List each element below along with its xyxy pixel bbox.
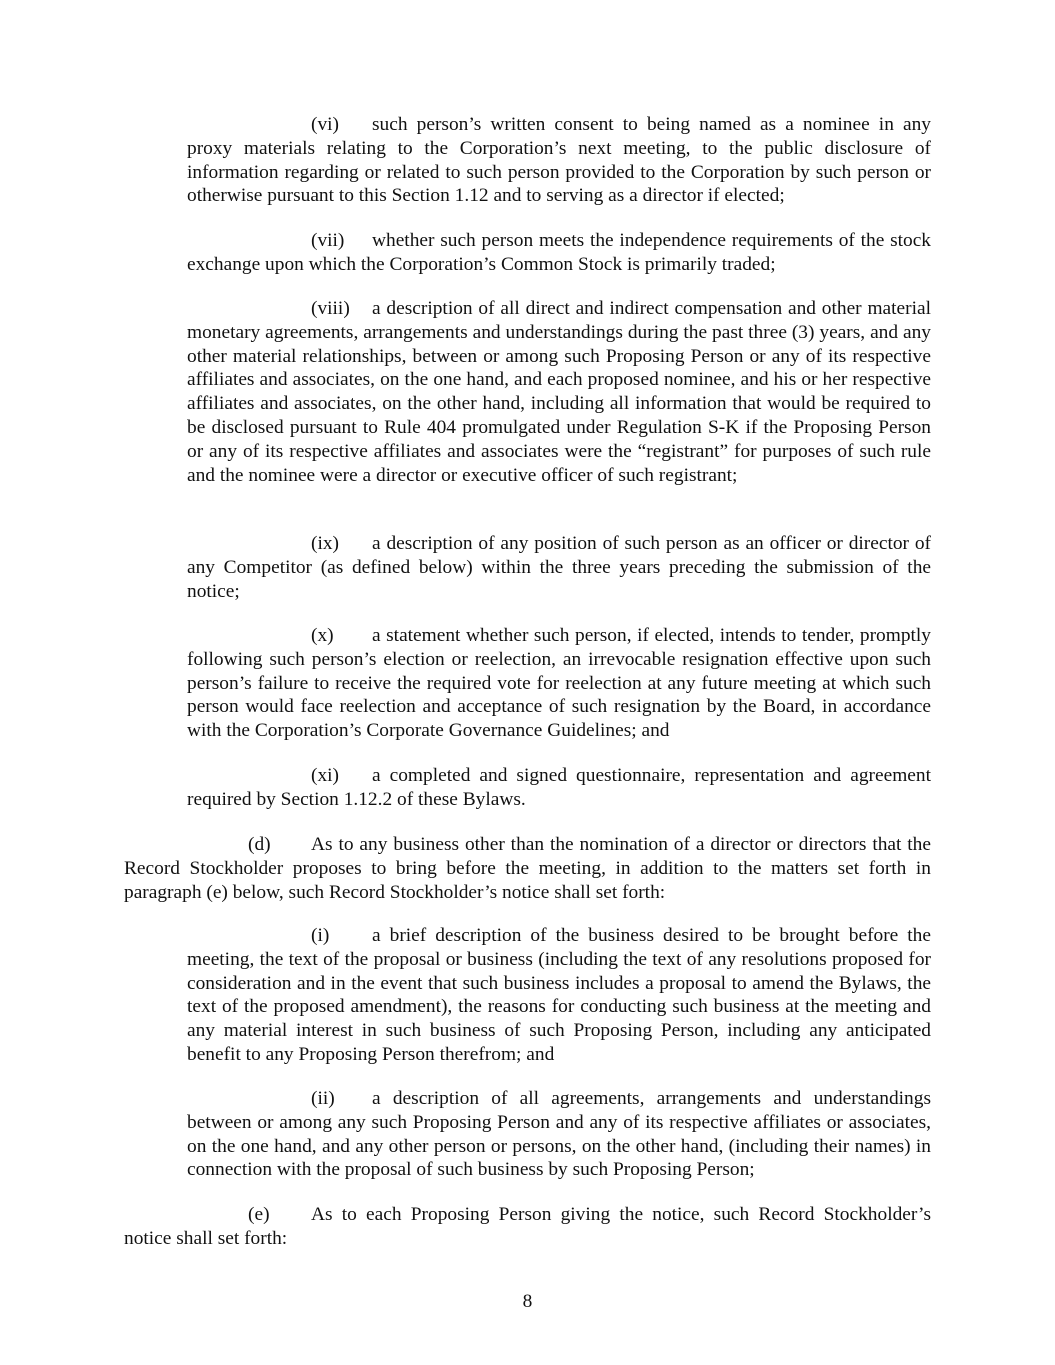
- clause-text: a brief description of the business desired to be brought before the meeting, the text of the proposal or business (including the text of any resolutions proposed for consideration and in the event that such business includes a proposal to amend the Bylaws, the text of the proposed amendment), the reasons for conducting such business at the meeting and any material interest in such business of such Proposing Person, including any anticipated benefit to any Proposing Person therefrom; and: [187, 925, 931, 1065]
- clause-i: [187, 924, 931, 1067]
- clause-number: (viii): [311, 298, 350, 319]
- clause-ii: [187, 1087, 931, 1182]
- clause-vii: [187, 229, 931, 277]
- clause-vi: [187, 113, 931, 208]
- clause-text: whether such person meets the independence requirements of the stock exchange upon which the Corporation’s Common Stock is primarily traded;: [187, 230, 931, 275]
- clause-number: (i): [311, 925, 330, 946]
- section-e: [124, 1203, 931, 1251]
- clause-xi: [187, 764, 931, 812]
- clause-number: (ii): [311, 1088, 335, 1109]
- page-number: 8: [522, 1291, 533, 1312]
- clause-text: a statement whether such person, if elected, intends to tender, promptly following such person’s election or reelection, an irrevocable resignation effective upon such person’s failure to receive the required vote for reelection at any future meeting at which such person would face reelection and acceptance of such resignation by the Board, in accordance with the Corporation’s Corporate Governance Guidelines; and: [187, 625, 931, 742]
- section-letter: (d): [248, 834, 271, 855]
- clause-text: a description of all agreements, arrangements and understandings between or among any such Proposing Person and any of its respective affiliates or associates, on the one hand, and any other person or persons, on the other hand, (including their names) in connection with the proposal of such business by such Proposing Person;: [187, 1088, 931, 1181]
- section-letter: (e): [248, 1204, 270, 1225]
- section-text: As to any business other than the nomination of a director or directors that the Record Stockholder proposes to bring before the meeting, in addition to the matters set forth in paragraph (e) below, such Record Stockholder’s notice shall set forth:: [124, 834, 931, 903]
- section-text: As to each Proposing Person giving the notice, such Record Stockholder’s notice shall set forth:: [124, 1204, 931, 1249]
- clause-text: such person’s written consent to being named as a nominee in any proxy materials relating to the Corporation’s next meeting, to the public disclosure of information regarding or related to such person provided to the Corporation by such person or otherwise pursuant to this Section 1.12 and to serving as a director if elected;: [187, 114, 931, 207]
- clause-text: a completed and signed questionnaire, representation and agreement required by Section 1.12.2 of these Bylaws.: [187, 765, 931, 810]
- clause-text: a description of any position of such person as an officer or director of any Competitor (as defined below) within the three years preceding the submission of the notice;: [187, 533, 931, 602]
- clause-number: (ix): [311, 533, 339, 554]
- clause-x: [187, 624, 931, 743]
- clause-text: a description of all direct and indirect compensation and other material monetary agreements, arrangements and understandings during the past three (3) years, and any other material relationships, between or among such Proposing Person or any of its respective affiliates and associates, on the one hand, and each proposed nominee, and his or her respective affiliates and associates, on the other hand, including all information that would be required to be disclosed pursuant to Rule 404 promulgated under Regulation S-K if the Proposing Person or any of its respective affiliates and associates were the “registrant” for purposes of such rule and the nominee were a director or executive officer of such registrant;: [187, 298, 931, 486]
- clause-number: (vii): [311, 230, 345, 251]
- clause-number: (x): [311, 625, 334, 646]
- clause-number: (vi): [311, 114, 339, 135]
- clause-number: (xi): [311, 765, 339, 786]
- section-d: [124, 833, 931, 904]
- clause-viii: [187, 297, 931, 487]
- clause-ix: [187, 532, 931, 603]
